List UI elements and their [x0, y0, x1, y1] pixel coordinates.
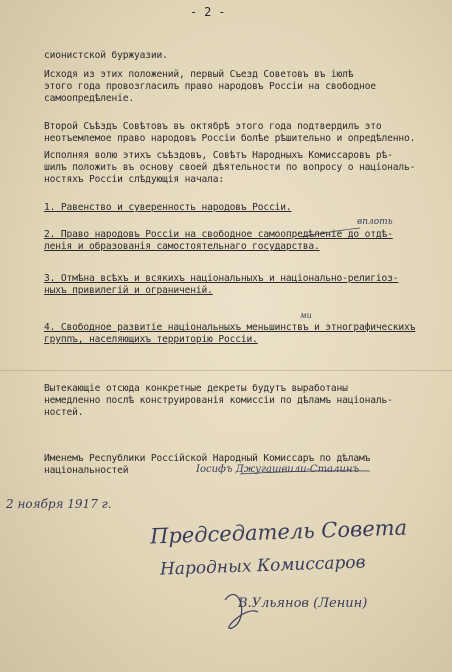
handwritten-lenin-signature: В.Ульянов (Ленин)	[238, 596, 368, 611]
handwritten-chairman-line1: Председатель Совета	[149, 515, 408, 549]
page-number: - 2 -	[190, 5, 226, 19]
handwritten-chairman-line2: Народных Комиссаров	[159, 552, 366, 580]
text-line: 3. Отмѣна всѣхъ и всякихъ національныхъ и національно-религіоз-	[44, 273, 399, 284]
signature-underline	[240, 471, 370, 474]
text-line: Исполняя волю этихъ съѣздовъ, Совѣтъ Народныхъ Комиссаровъ рѣ-	[44, 150, 393, 161]
text-line: Именемъ Республики Россійской Народный Комиссаръ по дѣламъ	[44, 453, 371, 464]
text-line: самоопредѣленіе.	[44, 93, 135, 104]
text-line: Второй Съѣздъ Совѣтовъ въ октябрѣ этого года подтвердилъ это	[44, 121, 382, 132]
insert-caret	[300, 228, 360, 237]
text-line: 1. Равенство и суверенность народовъ Россіи.	[44, 202, 292, 213]
text-line: Исходя из этих положений, первый Съезд Советовъ въ іюлѣ	[44, 69, 354, 80]
text-line: 4. Свободное развитіе національныхъ меньшинствъ и этнографическихъ	[44, 322, 416, 333]
text-line: ленія и образованія самостоятельнаго государства.	[44, 241, 320, 252]
handwritten-date: 2 ноября 1917 г.	[6, 497, 112, 511]
handwritten-insert-mi: ми	[300, 311, 312, 320]
text-line: сионистской буржуазии.	[44, 50, 168, 61]
text-line: Вытекающіе отсюда конкретные декреты будутъ выработаны	[44, 383, 348, 394]
text-line: національностей	[44, 465, 129, 476]
handwritten-insert-vplot: вплоть	[357, 217, 393, 227]
text-line: 2. Право народовъ Россіи на свободное самоопредѣленіе до отдѣ-	[44, 229, 393, 240]
text-line: ностей.	[44, 407, 84, 418]
text-line: группъ, населяющихъ территорію Россіи.	[44, 334, 258, 345]
text-line: этого года провозгласилъ право народовъ Россіи на свободное	[44, 81, 376, 92]
text-line: ностяхъ Россіи слѣдующія начала:	[44, 174, 225, 185]
signature-flourish	[225, 594, 258, 628]
text-line: ныхъ привилегій и ограниченій.	[44, 285, 213, 296]
handwritten-stalin-signature: Іосифъ Джугашвили-Сталинъ	[196, 464, 360, 475]
text-line: неотъемлемое право народовъ Россіи болѣе рѣшительно и опредѣленно.	[44, 133, 416, 144]
text-line: немедленно послѣ конструированія комиссіи по дѣламъ національ-	[44, 395, 393, 406]
text-line: шилъ положить въ основу своей дѣятельности по вопросу о національ-	[44, 162, 416, 173]
